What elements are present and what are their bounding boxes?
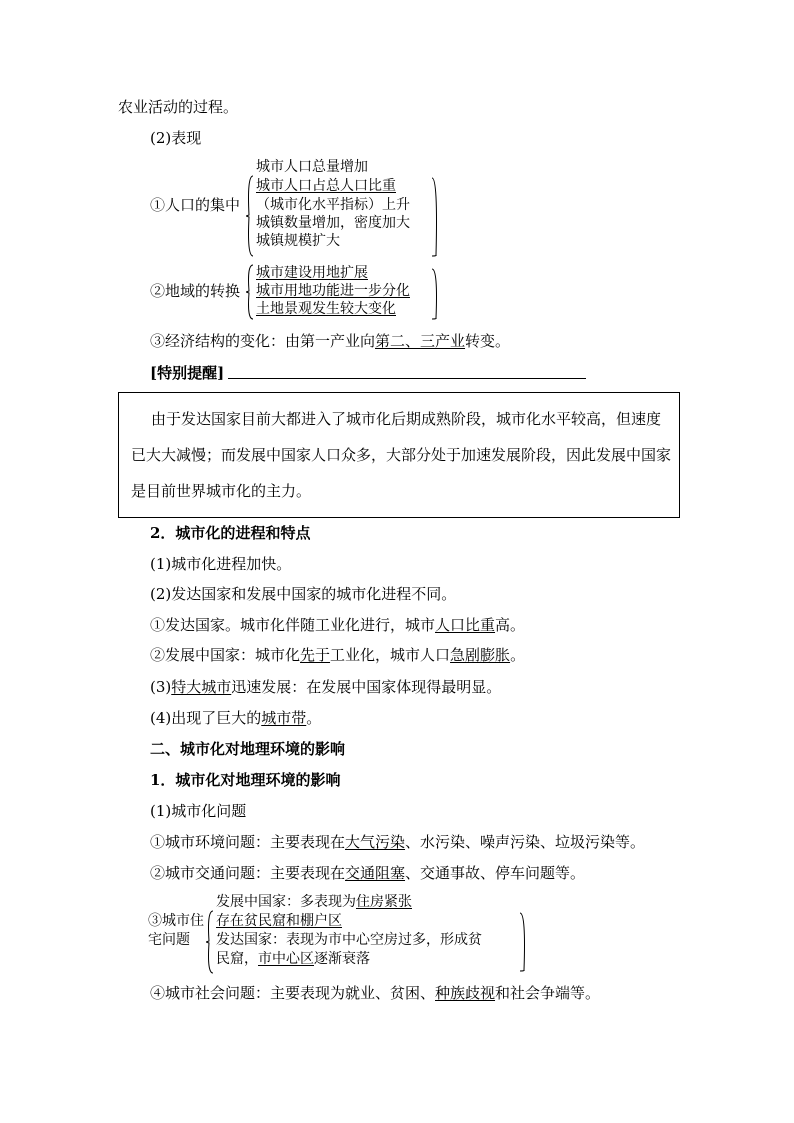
subsection-biaoxian: (2)表现 [150, 129, 202, 147]
problems-heading: (1)城市化问题 [150, 802, 247, 820]
pop-item: 城镇数量增加，密度加大 [256, 215, 410, 231]
tip-box [118, 392, 680, 518]
pop-label: ①人口的集中 [150, 196, 241, 214]
region-left-brace [246, 264, 254, 320]
housing-left-brace [206, 910, 214, 974]
housing-line-4: 民窟，市中心区逐渐衰落 [216, 951, 370, 967]
section2-item4: (4)出现了巨大的城市带。 [150, 709, 322, 727]
housing-label-2: 宅问题 [148, 932, 190, 948]
region-right-brace [431, 268, 439, 320]
developing-line: ②发展中国家：城市化先于工业化，城市人口急剧膨胀。 [150, 646, 526, 664]
section2-item2: (2)发达国家和发展中国家的城市化进程不同。 [150, 585, 457, 603]
tip-body: 由于发达国家目前大都进入了城市化后期成熟阶段，城市化水平较高，但速度已大大减慢；而发展中国家人口众多，大部分处于加速发展阶段，因此发展中国家是目前世界城市化的主力。 [131, 410, 672, 500]
traffic-problem-line: ②城市交通问题：主要表现在交通阻塞、交通事故、停车问题等。 [150, 864, 586, 882]
env-problem-line: ①城市环境问题：主要表现在大气污染、水污染、噪声污染、垃圾污染等。 [150, 833, 646, 851]
social-problem-line: ④城市社会问题：主要表现为就业、贫困、种族歧视和社会争端等。 [150, 984, 601, 1002]
pop-right-brace [431, 177, 439, 257]
housing-line-2: 存在贫民窟和棚户区 [216, 913, 342, 929]
pop-left-brace [246, 175, 254, 257]
pop-item: 城市人口占总人口比重 [256, 178, 396, 194]
pop-item: 城镇规模扩大 [256, 233, 340, 249]
section2-item3: (3)特大城市迅速发展：在发展中国家体现得最明显。 [150, 678, 502, 696]
housing-right-brace [519, 912, 527, 972]
subsection1-title: 1．城市化对地理环境的影响 [150, 771, 341, 789]
housing-line-3: 发达国家：表现为市中心空房过多，形成贫 [216, 932, 482, 948]
tip-title: [特别提醒] [150, 364, 225, 382]
part2-title: 二、城市化对地理环境的影响 [150, 740, 346, 758]
housing-label-1: ③城市住 [148, 913, 204, 929]
text-line-agri: 农业活动的过程。 [118, 98, 239, 116]
region-item: 城市用地功能进一步分化 [256, 283, 410, 299]
region-item: 土地景观发生较大变化 [256, 301, 396, 317]
housing-line-1: 发展中国家：多表现为住房紧张 [216, 894, 412, 910]
econ-line: ③经济结构的变化：由第一产业向第二、三产业转变。 [150, 332, 511, 350]
section2-item1: (1)城市化进程加快。 [150, 555, 292, 573]
section2-title: 2．城市化的进程和特点 [150, 524, 311, 542]
region-label: ②地域的转换 [150, 282, 241, 300]
pop-item: （城市化水平指标）上升 [256, 197, 410, 213]
pop-item: 城市人口总量增加 [256, 159, 368, 175]
tip-title-rule [228, 378, 586, 379]
developed-line: ①发达国家。城市化伴随工业化进行，城市人口比重高。 [150, 616, 526, 634]
region-item: 城市建设用地扩展 [256, 265, 368, 281]
